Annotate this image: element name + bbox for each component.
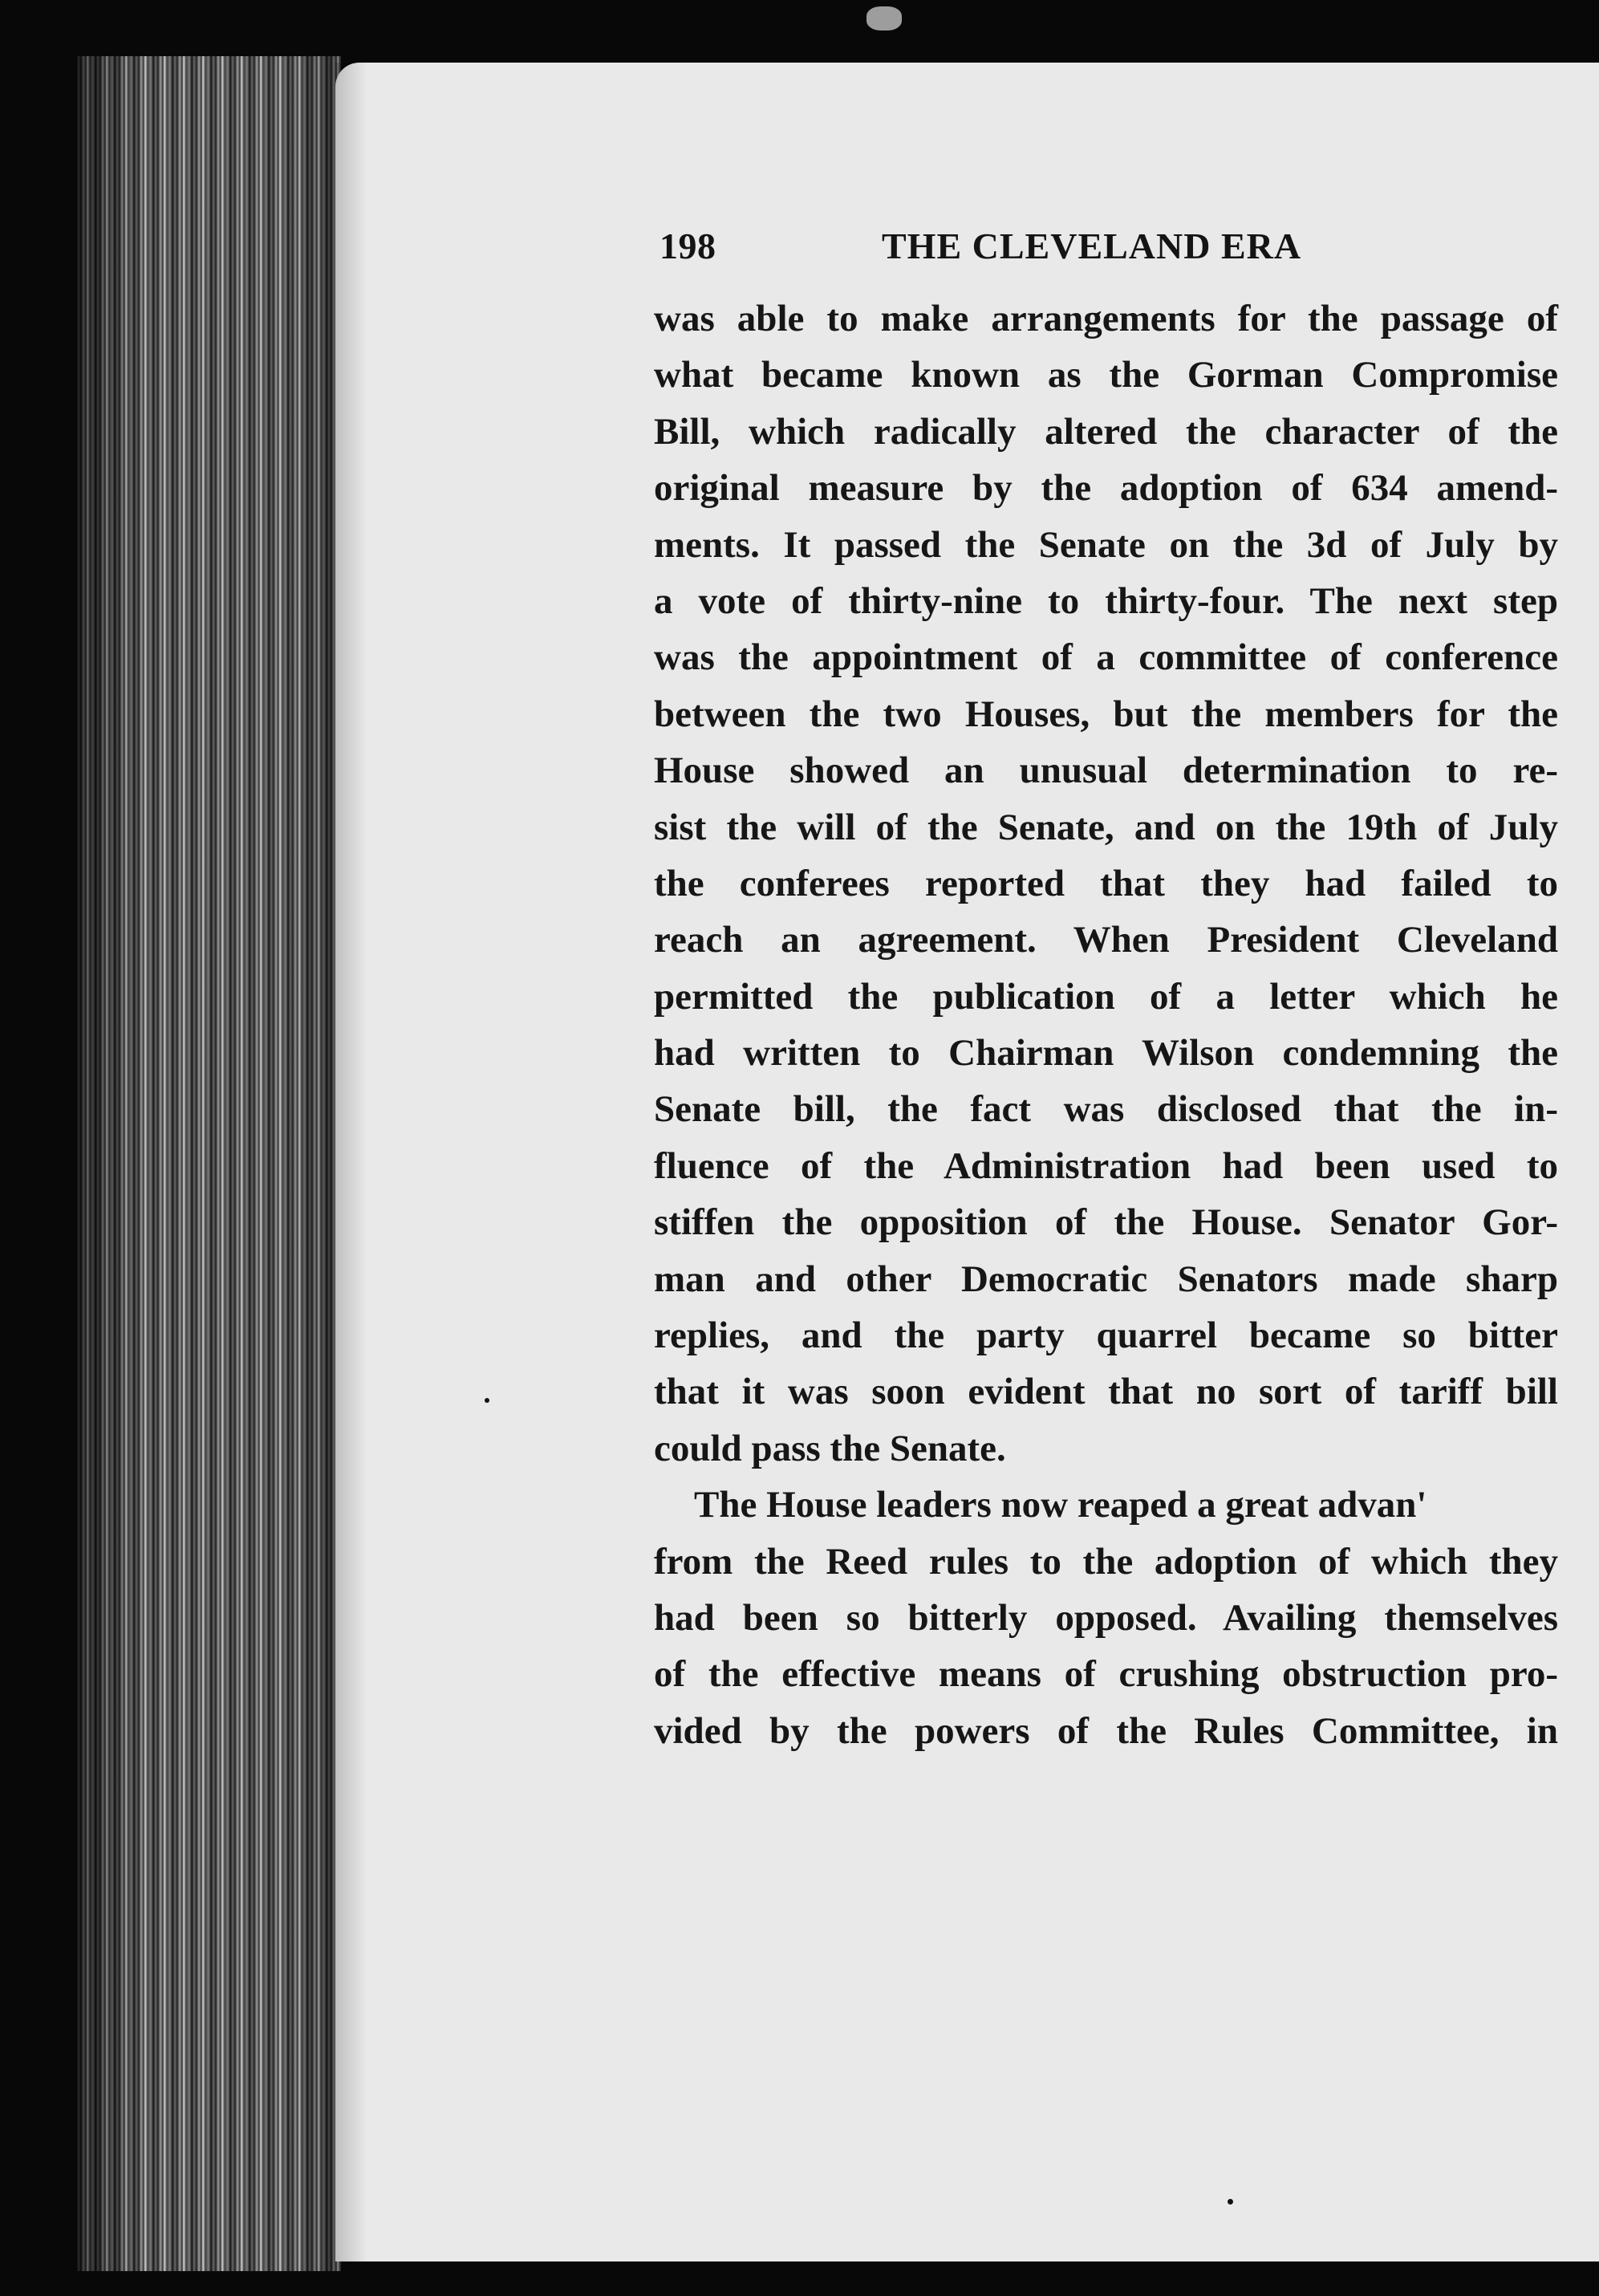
running-head: [659, 225, 1558, 273]
text-line: the conferees reported that they had failed to: [654, 862, 1558, 904]
dust-speck: [1228, 2199, 1233, 2205]
book-page-edges: [76, 56, 341, 2271]
text-line: a vote of thirty-nine to thirty-four. The next step: [654, 579, 1558, 622]
text-line: permitted the publication of a letter which he: [654, 975, 1558, 1018]
text-line: that it was soon evident that no sort of tariff bill: [654, 1371, 1558, 1413]
text-line: of the effective means of crushing obstruction pro-: [654, 1653, 1558, 1696]
text-line: House showed an unusual determination to re-: [654, 750, 1558, 792]
dust-speck: [485, 1398, 489, 1403]
text-line: vided by the powers of the Rules Committee, in: [654, 1709, 1558, 1752]
text-line: Bill, which radically altered the character of the: [654, 410, 1558, 453]
text-line: between the two Houses, but the members for the: [654, 693, 1558, 735]
text-line: The House leaders now reaped a great advan': [694, 1484, 1427, 1526]
text-line: man and other Democratic Senators made sharp: [654, 1258, 1558, 1300]
text-line: reach an agreement. When President Cleveland: [654, 919, 1558, 961]
text-line: from the Reed rules to the adoption of which they: [654, 1540, 1558, 1583]
text-line: stiffen the opposition of the House. Senator Gor-: [654, 1201, 1558, 1244]
page-number: 198: [659, 226, 716, 266]
text-line: had written to Chairman Wilson condemning the: [654, 1032, 1558, 1075]
text-line: what became known as the Gorman Compromise: [654, 354, 1558, 396]
text-line: had been so bitterly opposed. Availing themselves: [654, 1596, 1558, 1639]
text-line: replies, and the party quarrel became so bitter: [654, 1315, 1558, 1357]
book-title: THE CLEVELAND ERA: [882, 226, 1302, 266]
text-line: sist the will of the Senate, and on the 19th of July: [654, 806, 1558, 848]
text-line: original measure by the adoption of 634 amend-: [654, 467, 1558, 510]
text-line: was the appointment of a committee of conference: [654, 636, 1558, 679]
text-line: ments. It passed the Senate on the 3d of July by: [654, 523, 1558, 566]
text-line: Senate bill, the fact was disclosed that the in-: [654, 1088, 1558, 1131]
body-text: [654, 291, 1558, 1759]
text-line: fluence of the Administration had been used to: [654, 1144, 1558, 1187]
dust-speck: [866, 6, 902, 30]
text-line: was able to make arrangements for the passage of: [654, 298, 1558, 339]
text-line: could pass the Senate.: [654, 1427, 1006, 1469]
